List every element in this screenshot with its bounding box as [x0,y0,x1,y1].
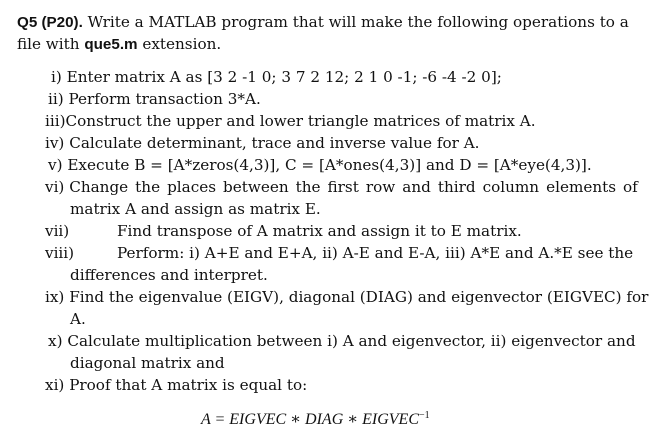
equation-body: A = EIGVEC ∗ DIAG ∗ EIGVEC [201,411,419,428]
item-vi-cont: matrix A and assign as matrix E. [70,200,321,218]
item-x-cont: diagonal matrix and [70,354,225,372]
item-i [51,70,502,85]
item-v [48,158,592,173]
equation [201,411,430,428]
item-x [48,334,636,349]
item-xi [45,378,307,393]
item-ii [48,92,261,107]
item-label: ii) [48,90,64,108]
item-ix-cont: A. [70,310,86,328]
filename: que5.m [84,36,138,53]
item-label: xi) [45,376,65,394]
question-intro-line1 [17,15,629,30]
question-intro-suffix: extension. [137,35,222,53]
item-text: Calculate multiplication between i) A and eigenvector, ii) eigenvector and [67,332,636,350]
item-label: viii) [45,244,75,262]
item-text: Perform transaction 3*A. [68,90,261,108]
item-label: v) [48,156,63,174]
item-text: Calculate determinant, trace and inverse value for A. [69,134,480,152]
item-viii-cont: differences and interpret. [70,266,268,284]
item-text: Execute B = [A*zeros(4,3)], C = [A*ones(4,3)] and D = [A*eye(4,3)]. [67,156,592,174]
item-text: Enter matrix A as [3 2 -1 0; 3 7 2 12; 2 1 0 -1; -6 -4 -2 0]; [66,68,502,86]
item-ix [45,290,648,305]
item-label: x) [48,332,63,350]
question-intro-line2 [17,37,221,52]
equation-exponent: −1 [419,410,430,421]
item-label: vi) [45,178,65,196]
item-vii [45,224,69,239]
item-viii [45,246,74,261]
question-id: Q5 (P20). [17,14,83,31]
item-vii-text: Find transpose of A matrix and assign it to E matrix. [117,222,522,240]
question-intro-prefix: file with [17,35,85,53]
item-iv [45,136,480,151]
item-text: Change the places between the first row and third column elements of [69,178,638,196]
item-text: Construct the upper and lower triangle matrices of matrix A. [65,112,536,130]
item-label: vii) [45,222,70,240]
item-label: i) [51,68,62,86]
item-label: iii) [45,112,66,130]
item-vi [45,180,638,195]
question-intro-text: Write a MATLAB program that will make the following operations to a [82,13,629,31]
item-label: iv) [45,134,65,152]
item-text: Find the eigenvalue (EIGV), diagonal (DIAG) and eigenvector (EIGVEC) for [69,288,649,306]
item-iii [45,114,536,129]
item-viii-text: Perform: i) A+E and E+A, ii) A-E and E-A, iii) A*E and A.*E see the [117,244,634,262]
item-label: ix) [45,288,65,306]
item-text: Proof that A matrix is equal to: [69,376,308,394]
